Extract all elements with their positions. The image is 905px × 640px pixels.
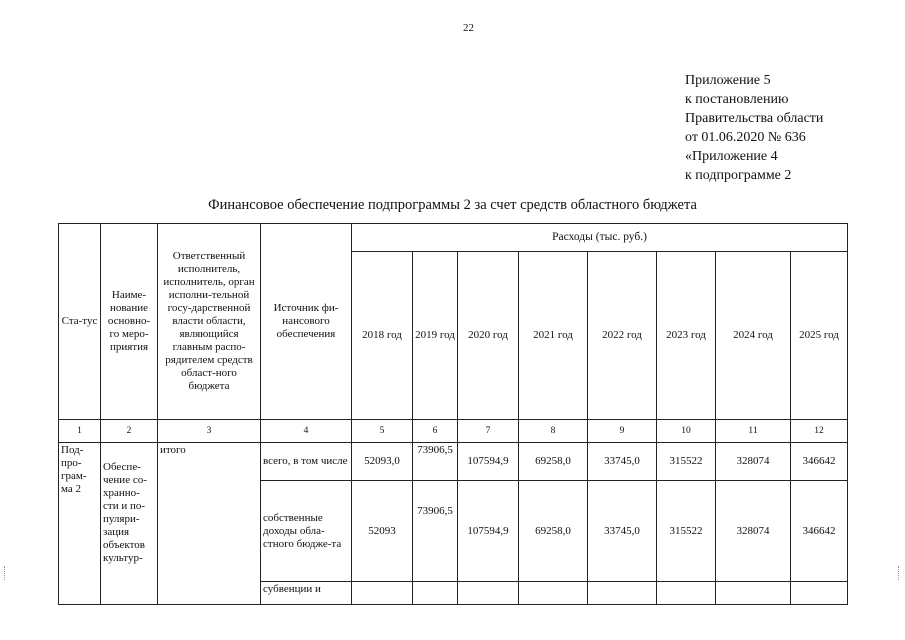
annex-line: от 01.06.2020 № 636: [685, 130, 806, 145]
value-cell: 52093,0: [352, 443, 413, 481]
annex-block: [685, 71, 823, 185]
value-cell: 107594,9: [458, 481, 519, 582]
page-number: 22: [463, 22, 474, 34]
column-number: 7: [458, 420, 519, 443]
value-cell: 346642: [791, 443, 848, 481]
column-number: 9: [588, 420, 657, 443]
column-number: 11: [716, 420, 791, 443]
annex-line: к постановлению: [685, 92, 789, 107]
header-year: 2024 год: [716, 252, 791, 420]
column-number-row: [59, 420, 848, 443]
column-number: 1: [59, 420, 101, 443]
value-cell: 328074: [716, 443, 791, 481]
program-name: Обеспе-чение со-хранно-сти и по-пуляри-зация объектов культур-: [101, 443, 158, 605]
value-cell: [413, 582, 458, 605]
scan-mark: [898, 566, 901, 580]
column-number: 12: [791, 420, 848, 443]
source-cell: субвенции и: [261, 582, 352, 605]
document-title: Финансовое обеспечение подпрограммы 2 за счет средств областного бюджета: [208, 197, 697, 213]
program-responsible: итого: [158, 443, 261, 605]
column-number: 3: [158, 420, 261, 443]
value-cell: 73906,5: [413, 443, 458, 481]
column-number: 4: [261, 420, 352, 443]
header-name: Наиме-нование основно-го меро-приятия: [101, 224, 158, 420]
table-row: [59, 443, 848, 481]
source-cell: всего, в том числе: [261, 443, 352, 481]
header-source: Источник фи-нансового обеспечения: [261, 224, 352, 420]
source-cell: собственные доходы обла-стного бюдже-та: [261, 481, 352, 582]
column-number: 2: [101, 420, 158, 443]
value-cell: 69258,0: [519, 481, 588, 582]
header-status: Ста-тус: [59, 224, 101, 420]
scan-mark: [4, 566, 7, 580]
column-number: 6: [413, 420, 458, 443]
header-year: 2020 год: [458, 252, 519, 420]
header-year: 2023 год: [657, 252, 716, 420]
value-cell: 328074: [716, 481, 791, 582]
value-cell: [458, 582, 519, 605]
header-year: 2021 год: [519, 252, 588, 420]
column-number: 10: [657, 420, 716, 443]
budget-table: [58, 223, 848, 605]
value-cell: 33745,0: [588, 481, 657, 582]
value-cell: [657, 582, 716, 605]
header-year: 2022 год: [588, 252, 657, 420]
annex-line: Правительства области: [685, 111, 824, 126]
header-responsible: Ответственный исполнитель, исполнитель, орган исполни-тельной госу-дарственной власти области, являющийся главным распо-рядителем средств област-ного бюджета: [158, 224, 261, 420]
value-cell: [791, 582, 848, 605]
annex-line: к подпрограмме 2: [685, 168, 792, 183]
column-number: 8: [519, 420, 588, 443]
value-cell: 69258,0: [519, 443, 588, 481]
value-cell: [519, 582, 588, 605]
annex-line: «Приложение 4: [685, 149, 778, 164]
program-status: Под-про-грам-ма 2: [59, 443, 101, 605]
header-year: 2025 год: [791, 252, 848, 420]
value-cell: 315522: [657, 481, 716, 582]
value-cell: 33745,0: [588, 443, 657, 481]
value-cell: [352, 582, 413, 605]
value-cell: 315522: [657, 443, 716, 481]
column-number: 5: [352, 420, 413, 443]
value-cell: [716, 582, 791, 605]
annex-line: Приложение 5: [685, 73, 771, 88]
header-year: 2018 год: [352, 252, 413, 420]
value-cell: 346642: [791, 481, 848, 582]
value-cell: [588, 582, 657, 605]
value-cell: 52093: [352, 481, 413, 582]
value-cell: 73906,5: [413, 481, 458, 582]
header-expenses: Расходы (тыс. руб.): [352, 224, 848, 252]
header-year: 2019 год: [413, 252, 458, 420]
value-cell: 107594,9: [458, 443, 519, 481]
